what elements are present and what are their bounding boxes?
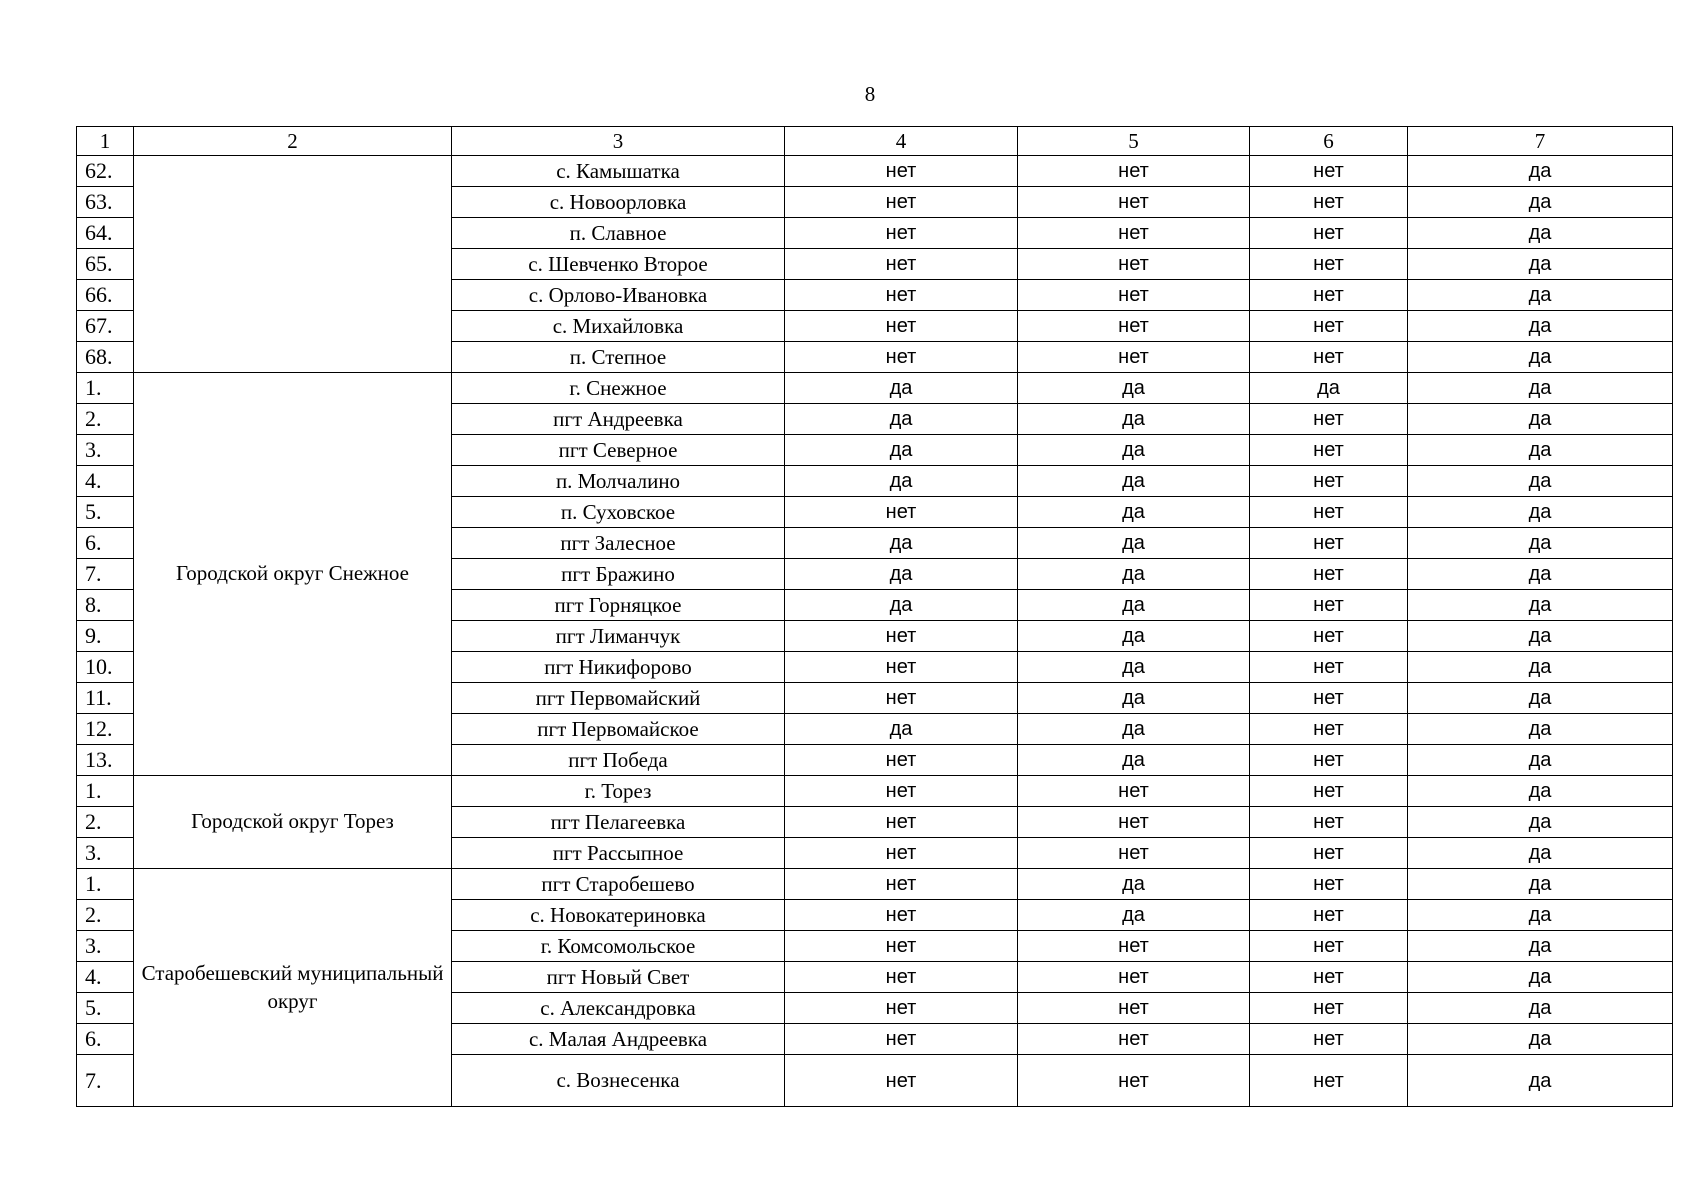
col4-value: да	[785, 435, 1018, 466]
col6-value: нет	[1250, 218, 1408, 249]
col6-value: нет	[1250, 311, 1408, 342]
col4-value: нет	[785, 218, 1018, 249]
row-number: 2.	[77, 404, 134, 435]
col5-value: нет	[1018, 807, 1250, 838]
settlement-name: пгт Пелагеевка	[452, 807, 785, 838]
col5-value: да	[1018, 559, 1250, 590]
col5-value: нет	[1018, 838, 1250, 869]
row-number: 9.	[77, 621, 134, 652]
col4-value: да	[785, 528, 1018, 559]
col5-value: нет	[1018, 280, 1250, 311]
settlement-name: пгт Северное	[452, 435, 785, 466]
col6-value: нет	[1250, 621, 1408, 652]
col7-value: да	[1408, 931, 1673, 962]
col4-value: нет	[785, 869, 1018, 900]
settlement-name: п. Суховское	[452, 497, 785, 528]
col6-value: нет	[1250, 900, 1408, 931]
col5-value: да	[1018, 652, 1250, 683]
col4-value: да	[785, 590, 1018, 621]
col6-value: нет	[1250, 559, 1408, 590]
row-number: 64.	[77, 218, 134, 249]
col7-value: да	[1408, 652, 1673, 683]
column-header: 5	[1018, 127, 1250, 156]
settlement-name: с. Орлово-Ивановка	[452, 280, 785, 311]
settlements-table	[76, 126, 1673, 1107]
settlement-name: пгт Новый Свет	[452, 962, 785, 993]
row-number: 12.	[77, 714, 134, 745]
col6-value: нет	[1250, 342, 1408, 373]
col4-value: нет	[785, 1024, 1018, 1055]
settlement-name: с. Михайловка	[452, 311, 785, 342]
col5-value: нет	[1018, 1055, 1250, 1107]
col5-value: да	[1018, 528, 1250, 559]
col6-value: нет	[1250, 156, 1408, 187]
settlement-name: п. Молчалино	[452, 466, 785, 497]
col5-value: да	[1018, 435, 1250, 466]
col7-value: да	[1408, 745, 1673, 776]
col5-value: нет	[1018, 218, 1250, 249]
row-number: 63.	[77, 187, 134, 218]
row-number: 1.	[77, 373, 134, 404]
col6-value: нет	[1250, 404, 1408, 435]
col6-value: нет	[1250, 652, 1408, 683]
row-number: 7.	[77, 1055, 134, 1107]
col4-value: нет	[785, 838, 1018, 869]
table-row	[77, 776, 1673, 807]
col4-value: нет	[785, 807, 1018, 838]
settlement-name: пгт Залесное	[452, 528, 785, 559]
row-number: 3.	[77, 931, 134, 962]
col6-value: да	[1250, 373, 1408, 404]
col4-value: нет	[785, 621, 1018, 652]
row-number: 62.	[77, 156, 134, 187]
col7-value: да	[1408, 218, 1673, 249]
col7-value: да	[1408, 435, 1673, 466]
col6-value: нет	[1250, 869, 1408, 900]
col4-value: нет	[785, 993, 1018, 1024]
col4-value: да	[785, 559, 1018, 590]
row-number: 66.	[77, 280, 134, 311]
settlement-name: г. Снежное	[452, 373, 785, 404]
col5-value: да	[1018, 714, 1250, 745]
settlement-name: с. Шевченко Второе	[452, 249, 785, 280]
col7-value: да	[1408, 683, 1673, 714]
col4-value: да	[785, 404, 1018, 435]
col7-value: да	[1408, 1055, 1673, 1107]
column-header: 4	[785, 127, 1018, 156]
col7-value: да	[1408, 156, 1673, 187]
settlement-name: пгт Первомайский	[452, 683, 785, 714]
row-number: 1.	[77, 869, 134, 900]
table-row	[77, 869, 1673, 900]
col7-value: да	[1408, 528, 1673, 559]
col5-value: нет	[1018, 249, 1250, 280]
col5-value: нет	[1018, 156, 1250, 187]
row-number: 4.	[77, 962, 134, 993]
settlement-name: с. Новоорловка	[452, 187, 785, 218]
table-row	[77, 156, 1673, 187]
col5-value: да	[1018, 683, 1250, 714]
col7-value: да	[1408, 621, 1673, 652]
col7-value: да	[1408, 280, 1673, 311]
settlement-name: пгт Никифорово	[452, 652, 785, 683]
row-number: 5.	[77, 497, 134, 528]
col5-value: да	[1018, 621, 1250, 652]
col5-value: да	[1018, 404, 1250, 435]
col7-value: да	[1408, 714, 1673, 745]
col4-value: да	[785, 714, 1018, 745]
row-number: 2.	[77, 807, 134, 838]
row-number: 2.	[77, 900, 134, 931]
column-header: 1	[77, 127, 134, 156]
col7-value: да	[1408, 962, 1673, 993]
row-number: 13.	[77, 745, 134, 776]
col7-value: да	[1408, 249, 1673, 280]
row-number: 6.	[77, 1024, 134, 1055]
col6-value: нет	[1250, 280, 1408, 311]
col5-value: нет	[1018, 342, 1250, 373]
col4-value: нет	[785, 187, 1018, 218]
col7-value: да	[1408, 1024, 1673, 1055]
col6-value: нет	[1250, 745, 1408, 776]
col6-value: нет	[1250, 962, 1408, 993]
settlement-name: пгт Рассыпное	[452, 838, 785, 869]
col7-value: да	[1408, 466, 1673, 497]
col5-value: нет	[1018, 311, 1250, 342]
row-number: 5.	[77, 993, 134, 1024]
col5-value: да	[1018, 869, 1250, 900]
col7-value: да	[1408, 776, 1673, 807]
col5-value: да	[1018, 590, 1250, 621]
settlement-name: п. Степное	[452, 342, 785, 373]
col6-value: нет	[1250, 528, 1408, 559]
col5-value: нет	[1018, 931, 1250, 962]
col7-value: да	[1408, 342, 1673, 373]
col5-value: нет	[1018, 776, 1250, 807]
col6-value: нет	[1250, 931, 1408, 962]
row-number: 68.	[77, 342, 134, 373]
settlement-name: п. Славное	[452, 218, 785, 249]
table-body	[77, 127, 1673, 1107]
col4-value: да	[785, 466, 1018, 497]
col4-value: нет	[785, 249, 1018, 280]
settlement-name: г. Комсомольское	[452, 931, 785, 962]
col4-value: нет	[785, 900, 1018, 931]
col4-value: нет	[785, 931, 1018, 962]
settlement-name: пгт Победа	[452, 745, 785, 776]
row-number: 3.	[77, 435, 134, 466]
col6-value: нет	[1250, 435, 1408, 466]
col6-value: нет	[1250, 1024, 1408, 1055]
settlement-name: с. Камышатка	[452, 156, 785, 187]
col6-value: нет	[1250, 466, 1408, 497]
row-number: 11.	[77, 683, 134, 714]
row-number: 67.	[77, 311, 134, 342]
column-header: 3	[452, 127, 785, 156]
column-header: 2	[134, 127, 452, 156]
col5-value: да	[1018, 900, 1250, 931]
col6-value: нет	[1250, 497, 1408, 528]
col4-value: нет	[785, 962, 1018, 993]
district-cell: Городской округ Торез	[134, 776, 452, 869]
col6-value: нет	[1250, 1055, 1408, 1107]
col5-value: да	[1018, 497, 1250, 528]
settlement-name: пгт Старобешево	[452, 869, 785, 900]
settlement-name: г. Торез	[452, 776, 785, 807]
col4-value: нет	[785, 1055, 1018, 1107]
col4-value: нет	[785, 745, 1018, 776]
col7-value: да	[1408, 373, 1673, 404]
col7-value: да	[1408, 311, 1673, 342]
col6-value: нет	[1250, 590, 1408, 621]
col4-value: нет	[785, 497, 1018, 528]
settlement-name: пгт Бражино	[452, 559, 785, 590]
settlement-name: пгт Лиманчук	[452, 621, 785, 652]
col7-value: да	[1408, 807, 1673, 838]
col7-value: да	[1408, 559, 1673, 590]
col4-value: нет	[785, 683, 1018, 714]
row-number: 6.	[77, 528, 134, 559]
col7-value: да	[1408, 404, 1673, 435]
district-cell	[134, 156, 452, 373]
row-number: 8.	[77, 590, 134, 621]
district-cell: Старобешевский муниципальный округ	[134, 869, 452, 1107]
row-number: 1.	[77, 776, 134, 807]
col4-value: да	[785, 373, 1018, 404]
col7-value: да	[1408, 590, 1673, 621]
column-header: 7	[1408, 127, 1673, 156]
settlement-name: с. Новокатериновка	[452, 900, 785, 931]
header-row	[77, 127, 1673, 156]
table-row	[77, 373, 1673, 404]
settlement-name: пгт Андреевка	[452, 404, 785, 435]
column-header: 6	[1250, 127, 1408, 156]
col4-value: нет	[785, 342, 1018, 373]
col4-value: нет	[785, 776, 1018, 807]
settlement-name: пгт Горняцкое	[452, 590, 785, 621]
col6-value: нет	[1250, 838, 1408, 869]
col6-value: нет	[1250, 683, 1408, 714]
col5-value: нет	[1018, 1024, 1250, 1055]
settlement-name: с. Вознесенка	[452, 1055, 785, 1107]
row-number: 3.	[77, 838, 134, 869]
row-number: 65.	[77, 249, 134, 280]
col5-value: нет	[1018, 187, 1250, 218]
col6-value: нет	[1250, 776, 1408, 807]
settlement-name: с. Малая Андреевка	[452, 1024, 785, 1055]
col6-value: нет	[1250, 993, 1408, 1024]
col4-value: нет	[785, 652, 1018, 683]
col4-value: нет	[785, 311, 1018, 342]
page-number: 8	[864, 82, 876, 106]
col6-value: нет	[1250, 714, 1408, 745]
col7-value: да	[1408, 497, 1673, 528]
col7-value: да	[1408, 187, 1673, 218]
col5-value: нет	[1018, 993, 1250, 1024]
col7-value: да	[1408, 838, 1673, 869]
col7-value: да	[1408, 900, 1673, 931]
settlement-name: пгт Первомайское	[452, 714, 785, 745]
col5-value: нет	[1018, 962, 1250, 993]
col6-value: нет	[1250, 249, 1408, 280]
col5-value: да	[1018, 373, 1250, 404]
col7-value: да	[1408, 869, 1673, 900]
col5-value: да	[1018, 745, 1250, 776]
row-number: 7.	[77, 559, 134, 590]
col5-value: да	[1018, 466, 1250, 497]
col6-value: нет	[1250, 807, 1408, 838]
row-number: 4.	[77, 466, 134, 497]
district-cell: Городской округ Снежное	[134, 373, 452, 776]
col4-value: нет	[785, 156, 1018, 187]
row-number: 10.	[77, 652, 134, 683]
settlement-name: с. Александровка	[452, 993, 785, 1024]
col7-value: да	[1408, 993, 1673, 1024]
col4-value: нет	[785, 280, 1018, 311]
col6-value: нет	[1250, 187, 1408, 218]
